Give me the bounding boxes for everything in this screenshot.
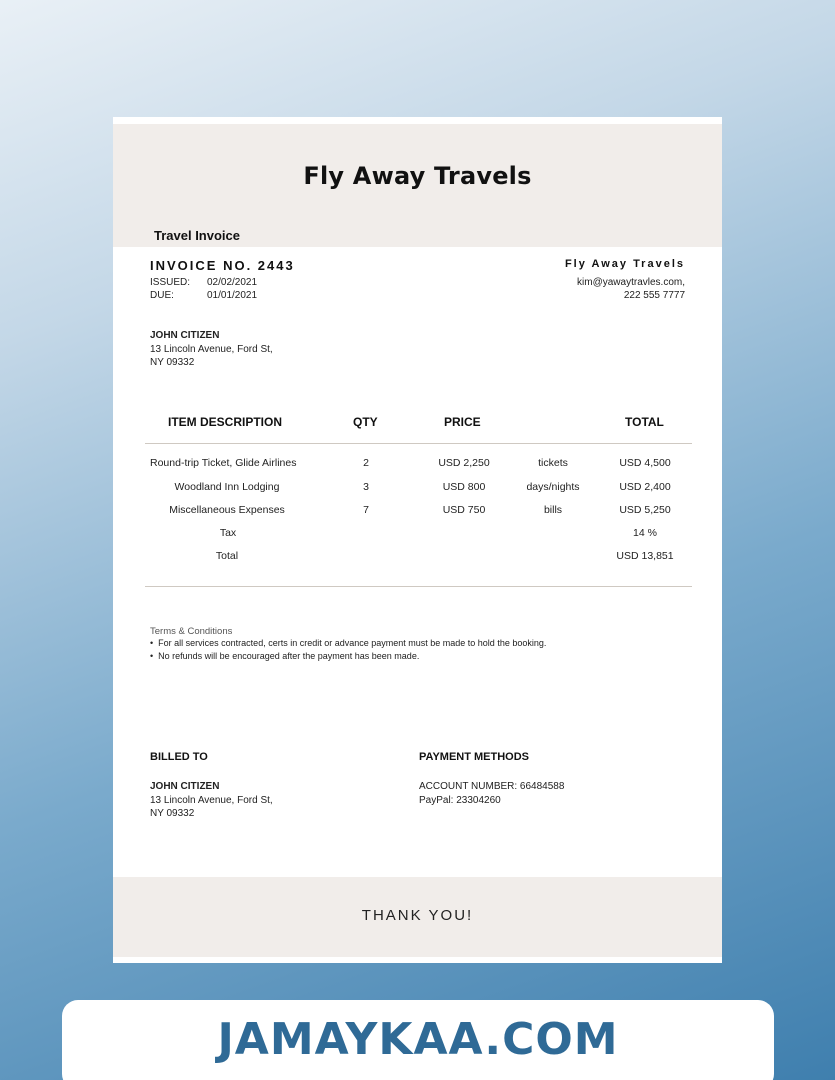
site-banner — [62, 1000, 774, 1080]
billed-to-address-line2: NY 09332 — [150, 808, 195, 819]
billed-to-heading: BILLED TO — [150, 751, 208, 763]
row-description: Miscellaneous Expenses — [169, 504, 285, 516]
row-total: USD 2,400 — [619, 481, 671, 493]
tax-value: 14 % — [633, 527, 657, 539]
row-price: USD 750 — [442, 504, 486, 516]
billed-to-name: JOHN CITIZEN — [150, 781, 220, 792]
client-address-line2: NY 09332 — [150, 357, 195, 368]
row-total: USD 5,250 — [619, 504, 671, 516]
terms-heading: Terms & Conditions — [150, 626, 233, 637]
footer-band — [113, 877, 722, 957]
brand-title: Fly Away Travels — [303, 162, 532, 190]
row-unit: tickets — [538, 457, 568, 469]
document-type: Travel Invoice — [154, 228, 240, 243]
header-qty: QTY — [353, 415, 378, 429]
row-unit: days/nights — [526, 481, 580, 493]
paypal-id: PayPal: 23304260 — [419, 794, 501, 806]
thank-you-text: THANK YOU! — [361, 907, 474, 924]
invoice-document — [113, 117, 722, 963]
terms-item: • No refunds will be encouraged after the payment has been made. — [150, 650, 546, 663]
issued-label: ISSUED: — [150, 277, 191, 288]
terms-list — [150, 637, 546, 663]
total-label: Total — [215, 550, 239, 562]
row-unit: bills — [543, 504, 563, 516]
client-address-line1: 13 Lincoln Avenue, Ford St, — [150, 343, 273, 355]
row-qty: 7 — [363, 504, 369, 516]
row-qty: 2 — [363, 457, 369, 469]
issued-date: 02/02/2021 — [207, 277, 258, 288]
account-number: ACCOUNT NUMBER: 66484588 — [419, 781, 565, 792]
row-total: USD 4,500 — [619, 457, 671, 469]
banner-text: JAMAYKAA.COM — [217, 1014, 619, 1065]
header-item-description: ITEM DESCRIPTION — [168, 415, 283, 429]
company-phone: 222 555 7777 — [623, 290, 685, 301]
header-band — [113, 124, 722, 247]
row-qty: 3 — [363, 481, 369, 493]
payment-methods-block — [419, 780, 564, 807]
client-address-block — [150, 329, 273, 370]
row-price: USD 800 — [442, 481, 486, 493]
header-total: TOTAL — [625, 415, 664, 429]
terms-item: • For all services contracted, certs in credit or advance payment must be made to hold the booking. — [150, 637, 546, 650]
header-price: PRICE — [444, 415, 481, 429]
client-name: JOHN CITIZEN — [150, 330, 220, 341]
company-email: kim@yawaytravles.com, — [577, 277, 685, 288]
table-footer-divider — [145, 586, 692, 587]
tax-label: Tax — [219, 527, 237, 539]
due-date: 01/01/2021 — [207, 290, 258, 301]
billed-to-block — [150, 780, 273, 821]
table-header-divider — [145, 443, 692, 444]
payment-methods-heading: PAYMENT METHODS — [419, 751, 530, 763]
invoice-number: INVOICE NO. 2443 — [150, 258, 295, 273]
due-label: DUE: — [150, 290, 174, 301]
billed-to-address-line1: 13 Lincoln Avenue, Ford St, — [150, 794, 273, 806]
row-description: Woodland Inn Lodging — [174, 481, 280, 493]
total-value: USD 13,851 — [616, 550, 674, 562]
company-name: Fly Away Travels — [564, 258, 685, 270]
row-price: USD 2,250 — [438, 457, 490, 469]
row-description: Round-trip Ticket, Glide Airlines — [150, 457, 297, 469]
